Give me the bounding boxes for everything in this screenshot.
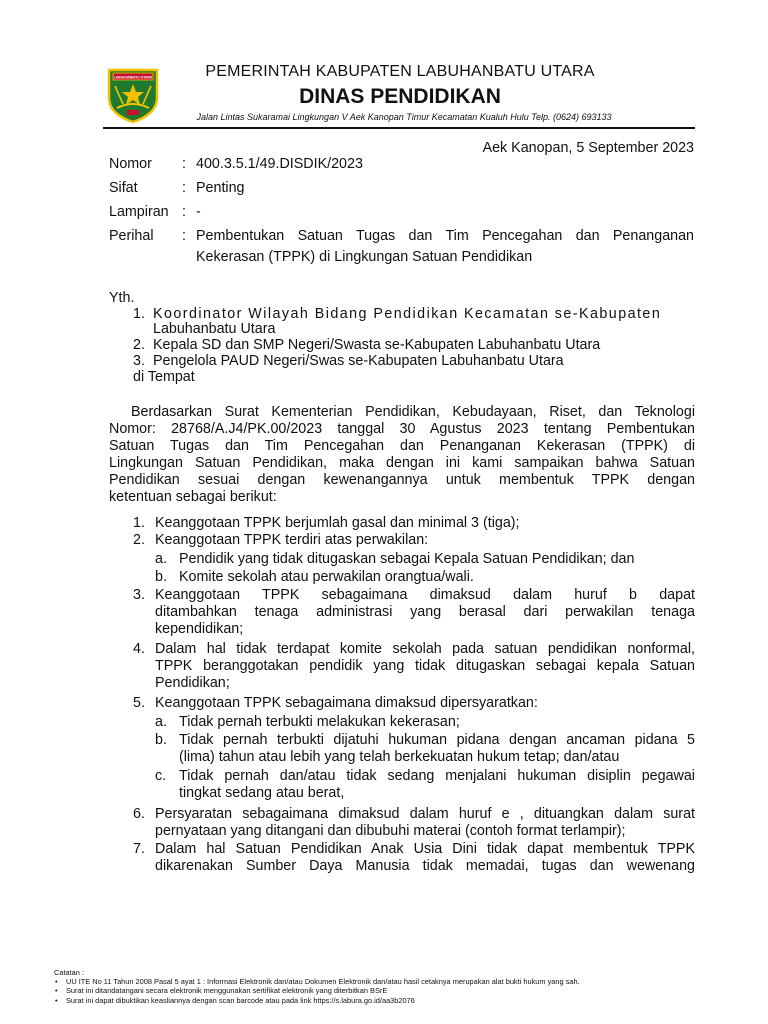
paragraph-line: Nomor: 28768/A.J4/PK.00/2023 tanggal 30 Agustus 2023 tentang Pembentukan: [109, 421, 695, 438]
meta-colon: :: [182, 228, 186, 244]
footer-note-text: Surat ini dapat dibuktikan keasliannya dengan scan barcode atau pada link https://s.labura.go.id/aa3b2076: [66, 995, 415, 1005]
subitem-line: (lima) tahun atau lebih yang telah berkekuatan hukum tetap; dan/atau: [179, 749, 620, 766]
recipient-text: Kepala SD dan SMP Negeri/Swasta se-Kabupaten Labuhanbatu Utara: [153, 337, 601, 353]
list-number: 3.: [133, 587, 145, 603]
provision-line: ditambahkan tenaga administrasi yang berasal dari perwakilan tenaga: [155, 604, 695, 621]
list-number: 7.: [133, 841, 145, 857]
subitem-line: Komite sekolah atau perwakilan orangtua/wali.: [179, 569, 474, 585]
meta-label: Nomor: [109, 156, 152, 172]
paragraph-line: Pendidikan sesuai dengan kewenangannya untuk membentuk TPPK dengan: [109, 472, 695, 489]
regency-emblem-icon: [103, 64, 163, 124]
footer-note: [54, 996, 734, 1005]
letterhead-government: PEMERINTAH KABUPATEN LABUHANBATU UTARA: [205, 63, 595, 80]
footer-title: Catatan :: [54, 968, 84, 977]
provision-line: Dalam hal Satuan Pendidikan Anak Usia Dini tidak dapat membentuk TPPK: [155, 841, 695, 857]
paragraph-line: Lingkungan Satuan Pendidikan, maka dengan ini kami sampaikan bahwa Satuan: [109, 455, 695, 472]
letter-date: Aek Kanopan, 5 September 2023: [482, 140, 694, 156]
provision-line: Keanggotaan TPPK terdiri atas perwakilan:: [155, 532, 429, 548]
meta-label: Lampiran: [109, 204, 169, 220]
footer-note-text: UU ITE No 11 Tahun 2008 Pasal 5 ayat 1 : Informasi Elektronik dan/atau Dokumen Elektronik dan/atau hasil cetaknya merupakan alat bukti hukum yang sah.: [66, 977, 580, 987]
provision-line: Pendidikan;: [155, 675, 230, 692]
list-letter: c.: [155, 768, 167, 784]
paragraph-line: Berdasarkan Surat Kementerian Pendidikan, Kebudayaan, Riset, dan Teknologi: [131, 404, 695, 420]
list-letter: a.: [155, 714, 167, 730]
list-number: 1.: [133, 515, 145, 531]
meta-colon: :: [182, 204, 186, 220]
list-number: 2.: [133, 337, 145, 353]
perihal-line-2: Kekerasan (TPPK) di Lingkungan Satuan Pendidikan: [196, 249, 533, 265]
meta-colon: :: [182, 180, 186, 196]
list-letter: b.: [155, 569, 167, 585]
recipient-place: di Tempat: [133, 369, 195, 385]
letterhead-address: Jalan Lintas Sukaramai Lingkungan V Aek Kanopan Timur Kecamatan Kualuh Hulu Telp. (0624) 693133: [196, 112, 612, 122]
recipient-text: Labuhanbatu Utara: [153, 321, 276, 337]
provision-line: Keanggotaan TPPK sebagaimana dimaksud dalam huruf b dapat: [155, 587, 695, 603]
list-number: 4.: [133, 641, 145, 657]
salutation: Yth.: [109, 290, 135, 306]
body-paragraph: [109, 404, 695, 507]
letterhead-agency: DINAS PENDIDIKAN: [299, 85, 501, 108]
bullet-icon: •: [55, 995, 58, 1005]
subitem-line: tingkat sedang atau berat,: [179, 785, 345, 802]
list-number: 1.: [133, 306, 145, 322]
meta-value: 400.3.5.1/49.DISDIK/2023: [196, 156, 363, 172]
provision-line: Dalam hal tidak terdapat komite sekolah pada satuan pendidikan nonformal,: [155, 641, 695, 657]
footer-note: [54, 986, 734, 995]
meta-value: Penting: [196, 180, 245, 196]
list-letter: a.: [155, 551, 167, 567]
provision-line: dikarenakan Sumber Daya Manusia tidak memadai, tugas dan wewenang: [155, 858, 695, 875]
provision-line: Keanggotaan TPPK berjumlah gasal dan minimal 3 (tiga);: [155, 515, 520, 531]
svg-text:LABUHANBATU UTARA: LABUHANBATU UTARA: [113, 75, 153, 80]
footer-notes: [54, 968, 734, 1005]
list-letter: b.: [155, 732, 167, 748]
list-number: 5.: [133, 695, 145, 711]
provision-line: Persyaratan sebagaimana dimaksud dalam huruf e , dituangkan dalam surat: [155, 806, 695, 822]
list-number: 6.: [133, 806, 145, 822]
subitem-line: Tidak pernah terbukti melakukan kekerasan;: [179, 714, 460, 730]
letterhead-divider: [103, 127, 695, 129]
footer-note: [54, 977, 734, 986]
meta-colon: :: [182, 156, 186, 172]
meta-label: Sifat: [109, 180, 138, 196]
bullet-icon: •: [55, 977, 58, 987]
recipient-text: Pengelola PAUD Negeri/Swas se-Kabupaten Labuhanbatu Utara: [153, 353, 564, 369]
perihal-line-1: Pembentukan Satuan Tugas dan Tim Pencegahan dan Penanganan: [196, 228, 694, 244]
paragraph-line: Satuan Tugas dan Tim Pencegahan dan Penanganan Kekerasan (TPPK) di: [109, 438, 695, 455]
paragraph-line: ketentuan sebagai berikut:: [109, 489, 277, 506]
provision-line: pernyataan yang ditangani dan dibubuhi materai (contoh format terlampir);: [155, 823, 626, 840]
list-number: 2.: [133, 532, 145, 548]
bullet-icon: •: [55, 986, 58, 996]
provision-line: kependidikan;: [155, 621, 244, 638]
list-number: 3.: [133, 353, 145, 369]
footer-note-text: Surat ini ditandatangani secara elektronik menggunakan sertifikat elektronik yang diterbitkan BSrE: [66, 986, 388, 996]
meta-value: -: [196, 204, 201, 220]
recipient-text: Koordinator Wilayah Bidang Pendidikan Kecamatan se-Kabupaten: [153, 306, 662, 322]
meta-label: Perihal: [109, 228, 154, 244]
subitem-line: Tidak pernah dan/atau tidak sedang menjalani hukuman disiplin pegawai: [179, 768, 695, 784]
provision-line: TPPK beranggotakan pendidik yang tidak ditugaskan sebagai kepala Satuan: [155, 658, 695, 675]
subitem-line: Tidak pernah terbukti dijatuhi hukuman pidana dengan ancaman pidana 5: [179, 732, 695, 748]
provision-line: Keanggotaan TPPK sebagaimana dimaksud dipersyaratkan:: [155, 695, 538, 711]
subitem-line: Pendidik yang tidak ditugaskan sebagai Kepala Satuan Pendidikan; dan: [179, 551, 635, 567]
